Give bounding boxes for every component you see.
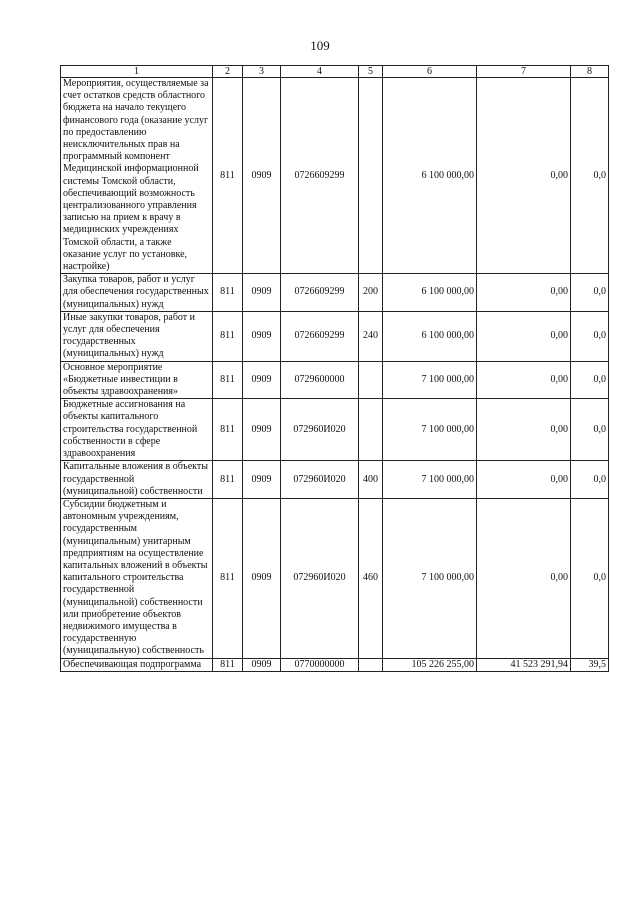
header-cell: 3: [243, 66, 281, 78]
table-row: [61, 274, 609, 312]
plan-amount: 6 100 000,00: [383, 78, 477, 274]
expense-type: [359, 658, 383, 671]
percent-executed: 0,0: [571, 399, 609, 461]
header-cell: 8: [571, 66, 609, 78]
expense-type: 200: [359, 274, 383, 312]
percent-executed: 0,0: [571, 311, 609, 361]
expense-type: [359, 78, 383, 274]
table-row: [61, 361, 609, 399]
section-code: 0909: [243, 658, 281, 671]
row-name: Иные закупки товаров, работ и услуг для обеспечения государственных (муниципальных) нужд: [61, 311, 213, 361]
expense-type: 400: [359, 461, 383, 499]
actual-amount: 41 523 291,94: [477, 658, 571, 671]
header-cell: 7: [477, 66, 571, 78]
target-article: 072960И020: [281, 498, 359, 658]
budget-table: [60, 65, 609, 672]
target-article: 0726609299: [281, 274, 359, 312]
plan-amount: 7 100 000,00: [383, 498, 477, 658]
expense-type: 460: [359, 498, 383, 658]
page-number: 109: [310, 38, 330, 53]
table-row: [61, 399, 609, 461]
admin-code: 811: [213, 658, 243, 671]
target-article: 0729600000: [281, 361, 359, 399]
admin-code: 811: [213, 311, 243, 361]
section-code: 0909: [243, 311, 281, 361]
target-article: 0770000000: [281, 658, 359, 671]
table-row: [61, 461, 609, 499]
section-code: 0909: [243, 78, 281, 274]
section-code: 0909: [243, 274, 281, 312]
plan-amount: 7 100 000,00: [383, 361, 477, 399]
percent-executed: 0,0: [571, 274, 609, 312]
target-article: 0726609299: [281, 311, 359, 361]
header-cell: 4: [281, 66, 359, 78]
section-code: 0909: [243, 361, 281, 399]
actual-amount: 0,00: [477, 399, 571, 461]
expense-type: [359, 399, 383, 461]
header-row: [61, 66, 609, 78]
admin-code: 811: [213, 461, 243, 499]
plan-amount: 7 100 000,00: [383, 461, 477, 499]
table-row: [61, 311, 609, 361]
plan-amount: 105 226 255,00: [383, 658, 477, 671]
percent-executed: 0,0: [571, 78, 609, 274]
admin-code: 811: [213, 399, 243, 461]
admin-code: 811: [213, 361, 243, 399]
percent-executed: 0,0: [571, 461, 609, 499]
target-article: 072960И020: [281, 461, 359, 499]
target-article: 072960И020: [281, 399, 359, 461]
row-name: Основное мероприятие «Бюджетные инвестиции в объекты здравоохранения»: [61, 361, 213, 399]
expense-type: [359, 361, 383, 399]
row-name: Обеспечивающая подпрограмма: [61, 658, 213, 671]
percent-executed: 0,0: [571, 361, 609, 399]
plan-amount: 6 100 000,00: [383, 311, 477, 361]
header-cell: 6: [383, 66, 477, 78]
plan-amount: 7 100 000,00: [383, 399, 477, 461]
admin-code: 811: [213, 498, 243, 658]
actual-amount: 0,00: [477, 461, 571, 499]
row-name: Мероприятия, осуществляемые за счет остатков средств областного бюджета на начало текущего финансового года (оказание услуг по предоставлению неисключительных прав на программный компонент Медицинской информационной системы Томской области, обеспечивающий возможность централизованного управления записью на прием к врачу в медицинских учреждениях Томской области, а также оказание услуг по установке, настройке): [61, 78, 213, 274]
row-name: Субсидии бюджетным и автономным учреждениям, государственным (муниципальным) унитарным предприятиям на осуществление капитальных вложений в объекты капитального строительства государственной (муниципальной) собственности или приобретение объектов недвижимого имущества в государственную (муниципальную) собственность: [61, 498, 213, 658]
table-row: [61, 498, 609, 658]
header-cell: 1: [61, 66, 213, 78]
row-name: Закупка товаров, работ и услуг для обеспечения государственных (муниципальных) нужд: [61, 274, 213, 312]
row-name: Бюджетные ассигнования на объекты капитального строительства государственной собственности в сфере здравоохранения: [61, 399, 213, 461]
target-article: 0726609299: [281, 78, 359, 274]
section-code: 0909: [243, 461, 281, 499]
actual-amount: 0,00: [477, 274, 571, 312]
admin-code: 811: [213, 78, 243, 274]
expense-type: 240: [359, 311, 383, 361]
plan-amount: 6 100 000,00: [383, 274, 477, 312]
actual-amount: 0,00: [477, 361, 571, 399]
percent-executed: 39,5: [571, 658, 609, 671]
row-name: Капитальные вложения в объекты государственной (муниципальной) собственности: [61, 461, 213, 499]
actual-amount: 0,00: [477, 311, 571, 361]
percent-executed: 0,0: [571, 498, 609, 658]
actual-amount: 0,00: [477, 498, 571, 658]
table-row: [61, 78, 609, 274]
section-code: 0909: [243, 498, 281, 658]
header-cell: 5: [359, 66, 383, 78]
section-code: 0909: [243, 399, 281, 461]
table-row: [61, 658, 609, 671]
header-cell: 2: [213, 66, 243, 78]
actual-amount: 0,00: [477, 78, 571, 274]
admin-code: 811: [213, 274, 243, 312]
